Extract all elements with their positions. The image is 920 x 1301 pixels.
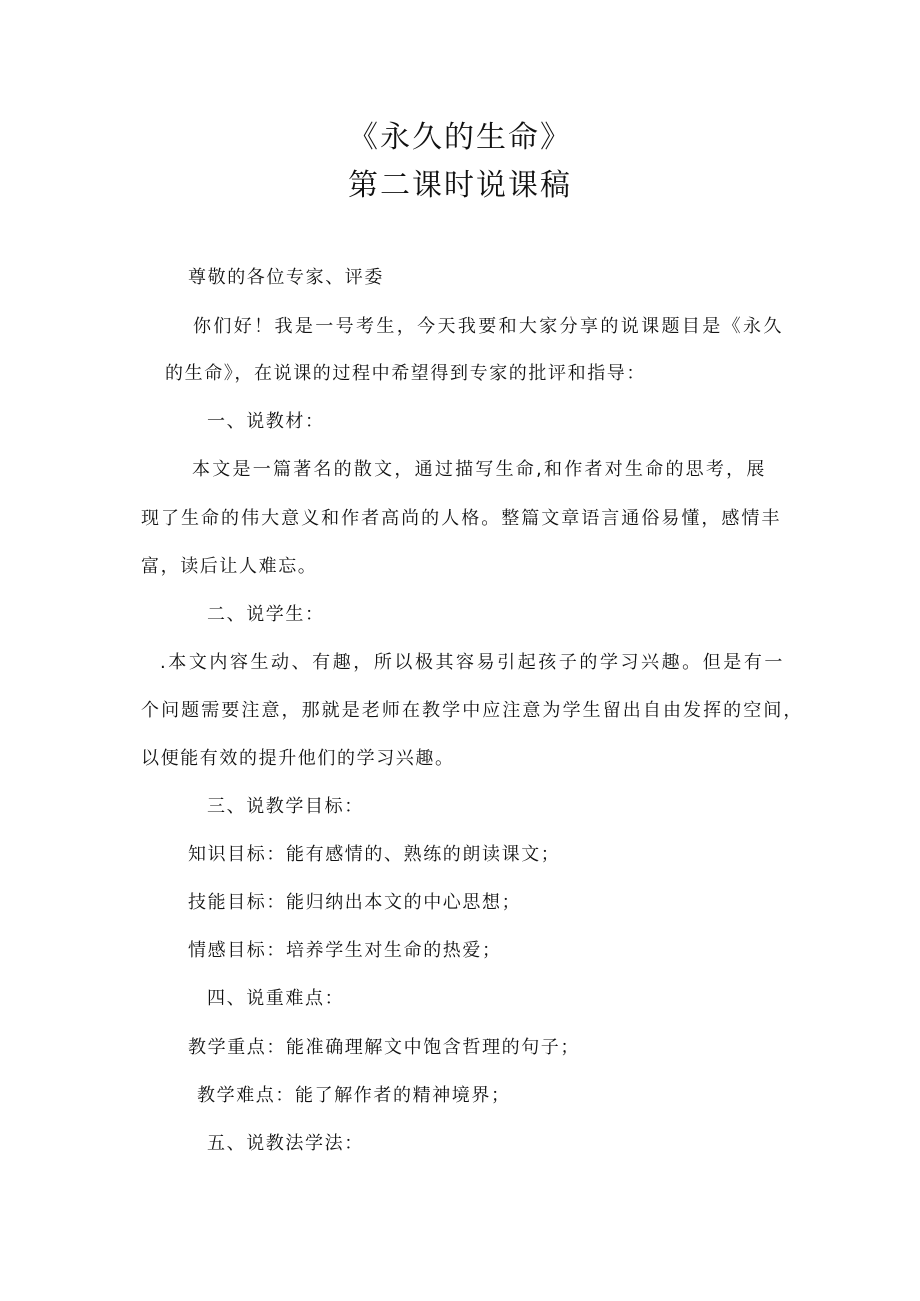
goal-emotion: 情感目标：培养学生对生命的热爱； [188,940,502,961]
section2-line2: 个问题需要注意，那就是老师在教学中应注意为学生留出自由发挥的空间， [141,700,803,721]
document-title-line2: 第二课时说课稿 [348,168,572,203]
section2-line1: .本文内容生动、有趣，所以极其容易引起孩子的学习兴趣。但是有一 [160,652,784,673]
teaching-key-point: 教学重点：能准确理解文中饱含哲理的句子； [188,1037,580,1058]
teaching-difficulty: 教学难点：能了解作者的精神境界； [197,1085,511,1106]
section2-line3: 以便能有效的提升他们的学习兴趣。 [141,748,455,769]
document-title-line1: 《永久的生命》 [348,120,572,155]
section2-heading: 二、说学生： [207,604,325,625]
section1-line1: 本文是一篇著名的散文，通过描写生命,和作者对生命的思考，展 [192,459,766,480]
greeting: 尊敬的各位专家、评委 [188,267,384,288]
intro-line2: 的生命》，在说课的过程中希望得到专家的批评和指导： [165,363,646,384]
section1-line2: 现了生命的伟大意义和作者高尚的人格。整篇文章语言通俗易懂，感情丰 [141,508,781,529]
section1-heading: 一、说教材： [207,411,325,432]
section5-heading: 五、说教法学法： [207,1133,364,1154]
section1-line3: 富，读后让人难忘。 [141,556,318,577]
intro-line1: 你们好！我是一号考生，今天我要和大家分享的说课题目是《永久 [193,316,783,337]
goal-knowledge: 知识目标：能有感情的、熟练的朗读课文； [188,844,561,865]
section4-heading: 四、说重难点： [207,988,345,1009]
section3-heading: 三、说教学目标： [207,796,364,817]
goal-skill: 技能目标：能归纳出本文的中心思想； [188,892,522,913]
